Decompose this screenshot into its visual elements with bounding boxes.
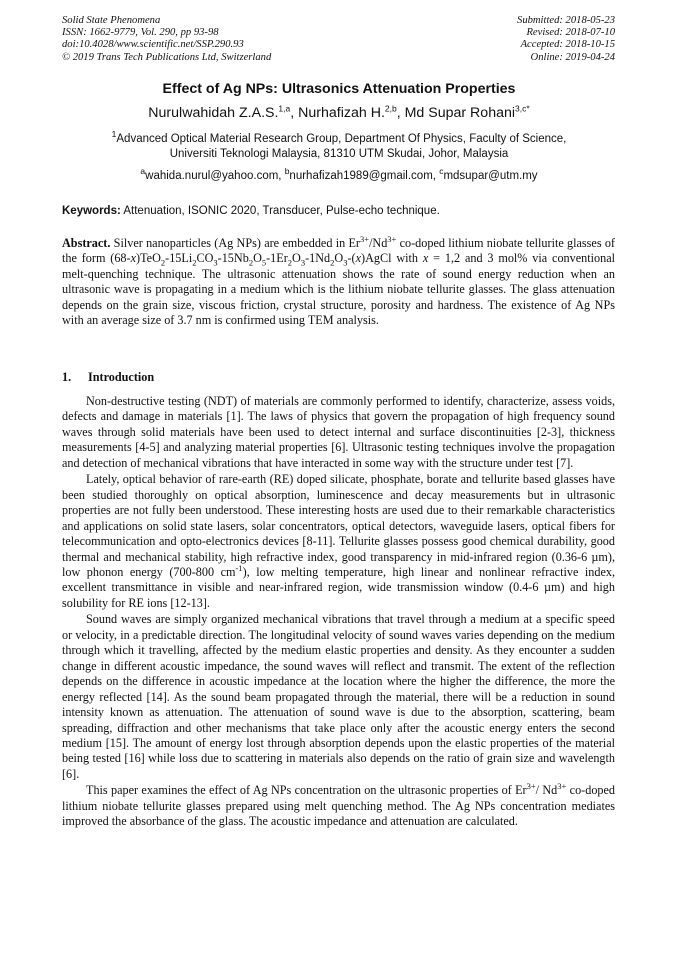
journal-issn: ISSN: 1662-9779, Vol. 290, pp 93-98 — [62, 27, 219, 39]
section-number: 1. — [62, 370, 72, 384]
email-link[interactable]: nurhafizah1989@gmail.com — [289, 170, 433, 182]
keywords-text: Attenuation, ISONIC 2020, Transducer, Pulse-echo technique. — [120, 205, 440, 217]
journal-name: Solid State Phenomena — [62, 15, 161, 26]
author-separator: , — [290, 105, 299, 121]
author-name: Nurhafizah H. — [298, 105, 385, 121]
keywords-label: Keywords: — [62, 205, 121, 217]
body-paragraph: Sound waves are simply organized mechanical vibrations that travel through a medium at a specific speed or velocity, in a predictable direction. The longitudinal velocity of sound waves varies depending on the medium through which it travelling, affected by the medium elastic properties and density. As they encounter a sudden change in different acoustic impedance, the sound waves will reflect and transmit. The extent of the reflection depends on the difference in acoustic impedance at the location where the higher the difference, the more the energy reflected [14]. As the sound beam propagated through the material, there will be a reduction in sound intensity known as attenuation. The attenuation of sound wave is due to the absorption, scattering, beam spreading, diffraction and other mechanisms that take place only after the acoustic energy enters the second medium [15]. The amount of energy lost through absorption depends upon the elastic properties of the material being tested [16] while loss due to scattering in materials also depends on the ratio of grain size and wavelength [6]. — [62, 612, 615, 781]
body-paragraph: This paper examines the effect of Ag NPs concentration on the ultrasonic properties of $Er^{3+}/$ $Nd^{3+}$ co-doped lithium niobate tellurite glasses prepared using melt quenching method. The Ag NPs concentration mediates improved the absorbance of the glass. The acoustic impedance and attenuation are calculated. — [62, 781, 616, 829]
journal-info — [62, 15, 271, 64]
paper-title: Effect of Ag NPs: Ultrasonics Attenuation Properties — [162, 81, 516, 97]
body-paragraph: Non-destructive testing (NDT) of materials are commonly performed to identify, characterize, assess voids, defects and damage in materials [1]. The laws of physics that govern the propagation of high frequency sound waves through solid materials have been used to detect internal and surface discontinuities [2-3], thickness measurements [4-5] and analyzing material properties [6]. Ultrasonic testing techniques involve the propagation and detection of mechanical vibrations that have interacted in some way with the structure under test [7]. — [62, 394, 615, 470]
email-mark: a — [140, 166, 146, 177]
email-link[interactable]: mdsupar@utm.my — [443, 170, 538, 182]
body-paragraph: Lately, optical behavior of rare-earth (RE) doped silicate, phosphate, borate and tellurite based glasses have been studied thoroughly on optical absorption, luminescence and decay measurements but in ultrasonic properties are not fully been understood. These interesting hosts are used due to their remarkable characteristics and applications on solid state lasers, solar concentrators, optical detectors, waveguide lasers, optical fibers for telecommunication and opto-electronics devices [8-11]. Tellurite glasses possess good chemical durability, good thermal and mechanical stability, high refractive index, good transparency in mid-infrared region (0.36-6 µm), low phonon energy (700-800 $cm^{-1}$), low melting temperature, high linear and nonlinear refractive index, excellent transmittance in visible and near-infrared region, wide transmission window (0.4-6 µm) and high solubility for RE ions [12-13]. — [62, 472, 615, 610]
author-name: Nurulwahidah Z.A.S. — [148, 105, 279, 121]
email-link[interactable]: wahida.nurul@yahoo.com — [145, 170, 279, 182]
abstract-label: Abstract. — [62, 236, 111, 250]
affiliation-line: Universiti Teknologi Malaysia, 81310 UTM Skudai, Johor, Malaysia — [169, 148, 509, 160]
date-accepted: Accepted: 2018-10-15 — [520, 39, 615, 51]
journal-copyright: © 2019 Trans Tech Publications Ltd, Switzerland — [62, 51, 272, 63]
affiliation-text: Advanced Optical Material Research Group, Department Of Physics, Faculty of Science, — [116, 133, 567, 145]
email-mark: b — [284, 166, 290, 177]
affiliation-mark: 1 — [111, 129, 117, 140]
keywords — [62, 205, 440, 217]
introduction-body — [62, 394, 615, 831]
affiliation — [0, 129, 678, 162]
date-online: Online: 2019-04-24 — [530, 51, 615, 63]
section-heading — [62, 370, 154, 385]
author-emails: $^a$wahida.nurul@yahoo.com, $^b$nurhafizah1989@gmail.com, $^c$mdsupar@utm.my — [140, 166, 538, 182]
abstract-paragraph: Abstract. Silver nanoparticles (Ag NPs) are embedded in $Er^{3+}/Nd^{3+}$ co-doped lithium niobate tellurite glasses of the form $(68-x)TeO_2-15Li_2CO_3-15Nb_2O_5-1Er_2O_3-1Nd_2O_3-(x)AgCl$ with x = 1,2 and 3 mol% via conventional melt-quenching technique. The ultrasonic attenuation shows the rate of sound energy reduction when an ultrasonic wave is propagating in a medium which is the lithium niobate tellurite glasses. The glass attenuation depends on the grain size, viscous friction, crystal structure, porosity and hardness. The existence of Ag NPs with an average size of 3.7 nm is confirmed using TEM analysis. — [62, 233, 615, 328]
author-affiliation-mark: 2,b — [384, 103, 397, 114]
author-separator: , — [396, 105, 405, 121]
journal-doi: doi:10.4028/www.scientific.net/SSP.290.93 — [62, 39, 244, 51]
email-mark: c — [439, 166, 444, 177]
date-submitted: Submitted: 2018-05-23 — [517, 15, 615, 26]
affiliation-line — [0, 129, 678, 147]
date-revised: Revised: 2018-07-10 — [526, 27, 615, 39]
author-name: Md Supar Rohani — [404, 105, 516, 121]
author-affiliation-mark: 1,a — [278, 103, 291, 114]
section-title: Introduction — [88, 370, 155, 384]
author-list — [0, 105, 678, 121]
publication-dates — [517, 15, 615, 64]
abstract — [62, 233, 615, 329]
author-affiliation-mark: 3,c* — [515, 103, 530, 114]
